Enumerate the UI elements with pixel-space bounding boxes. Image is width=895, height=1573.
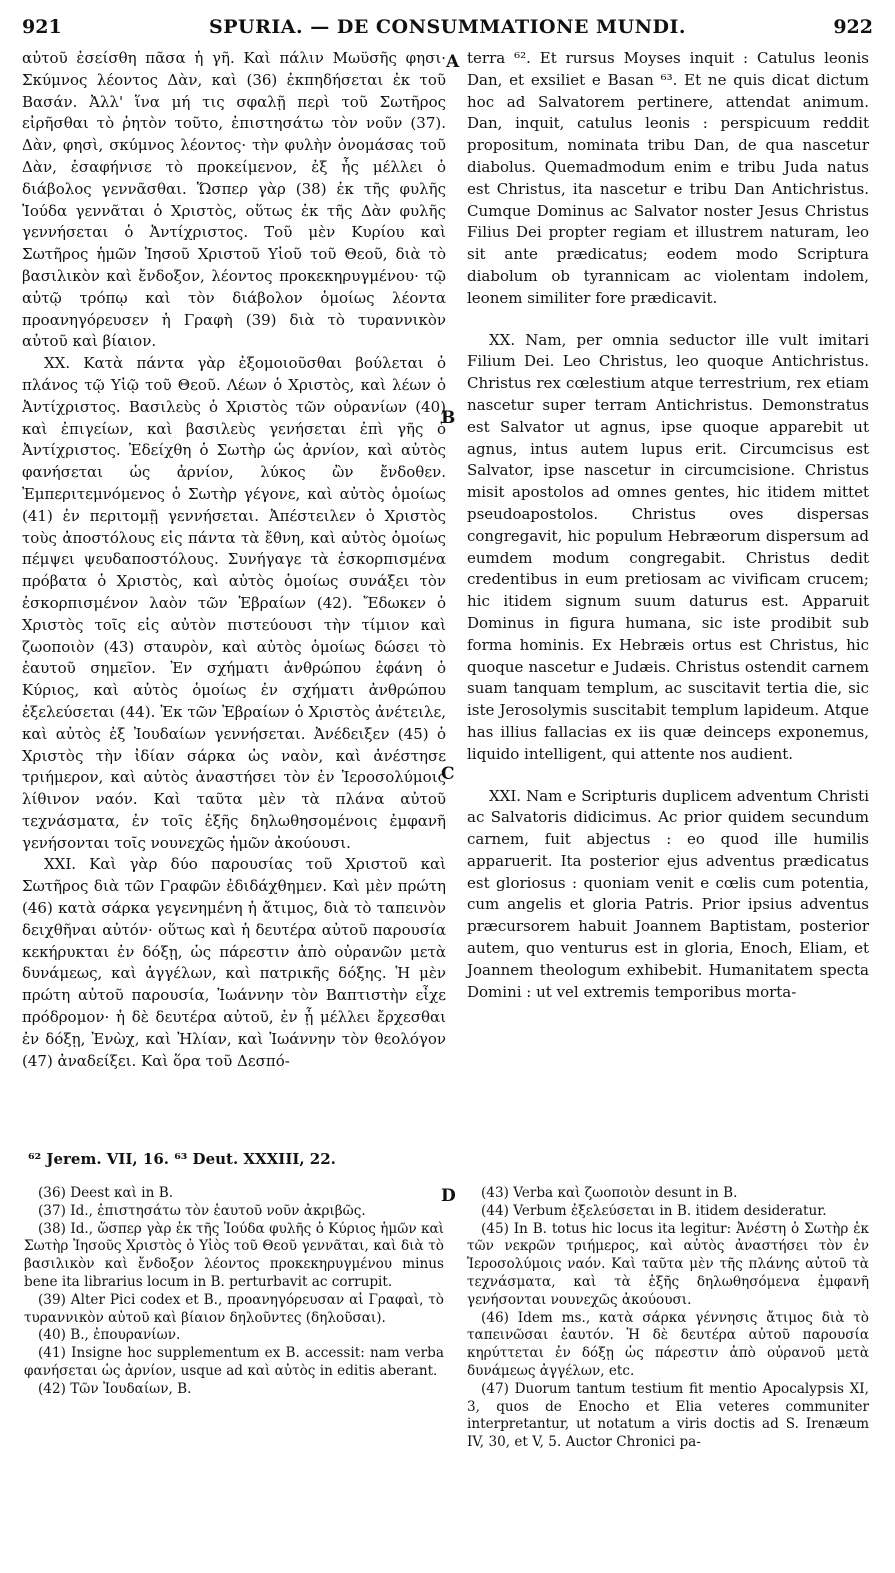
footnote: (41) Insigne hoc supplementum ex B. accessit: nam verba φανήσεται ὡς ἀρνίον, usque ad καὶ αὐτὸς in editis aberant. (24, 1345, 444, 1379)
scripture-references: ⁶² Jerem. VII, 16. ⁶³ Deut. XXXIII, 22. (28, 1150, 336, 1168)
greek-column (22, 48, 446, 1072)
footnotes-right (467, 1185, 869, 1452)
latin-paragraph: XXI. Nam e Scripturis duplicem adventum Christi ac Salvatoris didicimus. Ac prior quidem secundum carnem, fuit abjectus : eo quod ille humilis apparuerit. Ita posterior ejus adventus prædicatus est gloriosus : quoniam venit e cœlis cum potentia, cum angelis et gloria Patris. Prior ipsius adventus præcursorem habuit Joannem Baptistam, posterior autem, quo venturus est in gloria, Enoch, Eliam, et Joannem theologum exhibebit. Humanitatem specta Domini : ut vel extremis temporibus morta- (467, 786, 869, 1001)
footnote: (36) Deest καὶ in B. (38, 1185, 174, 1201)
margin-letter-a: A (446, 52, 460, 72)
footnote: (46) Idem ms., κατὰ σάρκα γέννησις ἄτιμος διὰ τὸ ταπεινῶσαι ἑαυτόν. Ἡ δὲ δευτέρα αὐτοῦ παρουσία κηρύττεται ἐν δόξῃ ὡς πάρεστιν ἀπὸ οὐρανοῦ μετὰ δυνάμεως ἀγγέλων, etc. (467, 1309, 869, 1379)
greek-paragraph: XX. Κατὰ πάντα γὰρ ἐξομοιοῦσθαι βούλεται ὁ πλάνος τῷ Υἱῷ τοῦ Θεοῦ. Λέων ὁ Χριστὸς, καὶ λέων ὁ Ἀντίχριστος. Βασιλεὺς ὁ Χριστὸς τῶν οὐρανίων (40) καὶ ἐπιγείων, καὶ βασιλεὺς γενήσεται ἐπὶ γῆς ὁ Ἀντίχριστος. Ἐδείχθη ὁ Σωτὴρ ὡς ἀρνίον, καὶ αὐτὸς φανήσεται ὡς ἀρνίον, λύκος ὢν ἔνδοθεν. Ἐμπεριτεμνόμενος ὁ Σωτὴρ γέγονε, καὶ αὐτὸς ὁμοίως (41) ἐν περιτομῇ γεννήσεται. Ἀπέστειλεν ὁ Χριστὸς τοὺς ἀποστόλους εἰς πάντα τὰ ἔθνη, καὶ αὐτὸς ὁμοίως πέμψει ψευδαποστόλους. Συνήγαγε τὰ ἐσκορπισμένα πρόβατα ὁ Χριστὸς, καὶ αὐτὸς ὁμοίως συνάξει τὸν ἐσκορπισμένον λαὸν τῶν Ἑβραίων (42). Ἔδωκεν ὁ Χριστὸς τοῖς εἰς αὐτὸν πιστεύουσι τὴν τίμιον καὶ ζωοποιὸν (43) σταυρὸν, καὶ αὐτὸς ὁμοίως δώσει τὸ ἑαυτοῦ σημεῖον. Ἐν σχήματι ἀνθρώπου ἐφάνη ὁ Κύριος, καὶ αὐτὸς ὁμοίως ἐν σχήματι ἀνθρώπου ἐξελεύσεται (44). Ἐκ τῶν Ἑβραίων ὁ Χριστὸς ἀνέτειλε, καὶ αὐτὸς ἐξ Ἰουδαίων γεννήσεται. Ἀνέδειξεν (45) ὁ Χριστὸς τὴν ἰδίαν σάρκα ὡς ναὸν, καὶ ἀνέστησε τριήμερον, καὶ αὐτὸς ἀναστήσει τὸν ἐν Ἱεροσολύμοις λίθινον ναόν. Καὶ ταῦτα μὲν τὰ πλάνα αὐτοῦ τεχνάσματα, ἐν τοῖς ἑξῆς δηλωθησομένοις ἐμφανῆ γενήσονται τοῖς νουνεχῶς ἡμῶν ἀκούουσι. (22, 354, 446, 852)
page-number-left: 921 (22, 16, 62, 38)
latin-column (467, 48, 869, 1003)
latin-paragraph: XX. Nam, per omnia seductor ille vult imitari Filium Dei. Leo Christus, leo quoque Antichristus. Christus rex cœlestium atque terrestrium, rex etiam nascetur super terram Antichristus. Demonstratus est Salvator ut agnus, ipse quoque apparebit ut agnus, intus autem lupus erit. Circumcisus est Salvator, ipse nascetur in circumcisione. Christus misit apostolos ad omnes gentes, hic itidem mittet pseudoapostolos. Christus oves dispersas congregavit, hic populum Hebræorum dispersum ad eumdem modum congregabit. Christus dedit credentibus in eum pretiosam ac vivificam crucem; hic itidem signum suum daturus est. Apparuit Dominus in figura humana, sic iste prodibit sub forma hominis. Ex Hebræis ortus est Christus, hic quoque nascetur e Judæis. Christus ostendit carnem suam tanquam templum, ac suscitavit tertia die, sic iste Jerosolymis suscitabit templum lapideum. Atque has illius fallacias ex iis quæ deinceps exponemus, liquido intelligent, qui attente nos audient. (467, 330, 869, 763)
running-title: SPURIA. — DE CONSUMMATIONE MUNDI. (209, 16, 686, 38)
footnote: (45) In B. totus hic locus ita legitur: Ἀνέστη ὁ Σωτὴρ ἐκ τῶν νεκρῶν τριήμερος, καὶ αὐτὸς ἀναστήσει τὸν ἐν Ἱεροσολύμοις ναόν. Καὶ ταῦτα μὲν τῆς πλάνης αὐτοῦ τὰ τεχνάσματα, καὶ τὰ ἑξῆς δηλωθησόμενα ἐμφανῆ γενήσονται νουνεχῶς ἀκούουσι. (467, 1220, 869, 1308)
footnote: (37) Id., ἐπιστησάτω τὸν ἑαυτοῦ νοῦν ἀκριβῶς. (38, 1202, 366, 1219)
footnote: (43) Verba καὶ ζωοποιὸν desunt in B. (481, 1185, 738, 1201)
footnote: (42) Τῶν Ἰουδαίων, B. (38, 1380, 192, 1397)
greek-paragraph: XXI. Καὶ γὰρ δύο παρουσίας τοῦ Χριστοῦ καὶ Σωτῆρος διὰ τῶν Γραφῶν ἐδιδάχθημεν. Καὶ μὲν πρώτη (46) κατὰ σάρκα γεγενημένη ἡ ἄτιμος, διὰ τὸ ταπεινὸν δειχθῆναι αὐτόν· οὕτως καὶ ἡ δευτέρα αὐτοῦ παρουσία κεκήρυκται ἐν δόξῃ, ὡς πάρεστιν ἀπὸ οὐρανῶν μετὰ δυνάμεως, καὶ ἀγγέλων, καὶ πατρικῆς δόξης. Ἡ μὲν πρώτη αὐτοῦ παρουσία, Ἰωάννην τὸν Βαπτιστὴν εἶχε πρόδρομον· ἡ δὲ δευτέρα αὐτοῦ, ἐν ᾗ μέλλει ἔρχεσθαι ἐν δόξῃ, Ἐνὼχ, καὶ Ἠλίαν, καὶ Ἰωάννην τὸν θεολόγον (47) ἀναδείξει. Καὶ ὅρα τοῦ Δεσπό- (22, 855, 446, 1070)
footnote: (44) Verbum ἐξελεύσεται in B. itidem desideratur. (481, 1202, 827, 1219)
page-number-right: 922 (833, 16, 873, 38)
margin-letter-d: D (441, 1186, 456, 1206)
footnotes-left (24, 1185, 444, 1399)
footnote: (39) Alter Pici codex et B., προανηγόρευσαν αἱ Γραφαὶ, τὸ τυραννικὸν αὐτοῦ καὶ βίαιον δηλοῦντες (δηλοῦσαι). (24, 1291, 444, 1326)
page-header (0, 16, 895, 44)
margin-letter-b: B (441, 408, 456, 428)
footnote: (38) Id., ὥσπερ γὰρ ἐκ τῆς Ἰούδα φυλῆς ὁ Κύριος ἡμῶν καὶ Σωτὴρ Ἰησοῦς Χριστὸς ὁ Υἱὸς τοῦ Θεοῦ γεννᾶται, καὶ διὰ τὸ βασιλικὸν καὶ ἔνδοξον λέοντος προκεκηρυγμένου minus bene ita librarius locum in B. perturbavit ac corrupit. (24, 1220, 444, 1290)
latin-paragraph: terra ⁶². Et rursus Moyses inquit : Catulus leonis Dan, et exsiliet e Basan ⁶³. Et ne quis dicat dictum hoc ad Salvatorem pertinere, attendat animum. Dan, inquit, catulus leonis : perspicuum reddit propositum, nominata tribu Dan, de qua nascetur diabolus. Quemadmodum enim e tribu Juda natus est Christus, ita nascetur e tribu Dan Antichristus. Cumque Dominus ac Salvator noster Jesus Christus Filius Dei propter regiam et illustrem naturam, leo sit ante prædicatus; eodem modo Scriptura diabolum ob tyrannicam ac violentam indolem, leonem similiter fore prædicavit. (467, 49, 869, 307)
margin-letter-c: C (441, 764, 455, 784)
greek-paragraph: αὐτοῦ ἐσείσθη πᾶσα ἡ γῆ. Καὶ πάλιν Μωϋσῆς φησι· Σκύμνος λέοντος Δὰν, καὶ (36) ἐκπηδήσεται ἐκ τοῦ Βασάν. Ἀλλ' ἵνα μή τις σφαλῇ περὶ τοῦ Σωτῆρος εἰρῆσθαι τὸ ῥητὸν τοῦτο, ἐπιστησάτω τὸν νοῦν (37). Δὰν, φησὶ, σκύμνος λέοντος· τὴν φυλὴν ὀνομάσας τοῦ Δὰν, ἐσαφήνισε τὸ προκείμενον, ἐξ ἧς μέλλει ὁ διάβολος γεννᾶσθαι. Ὥσπερ γὰρ (38) ἐκ τῆς φυλῆς Ἰούδα γεννᾶται ὁ Χριστὸς, οὕτως ἐκ τῆς Δὰν φυλῆς γεννήσεται ὁ Ἀντίχριστος. Τοῦ μὲν Κυρίου καὶ Σωτῆρος ἡμῶν Ἰησοῦ Χριστοῦ Υἱοῦ τοῦ Θεοῦ, διὰ τὸ βασιλικὸν καὶ ἔνδοξον, λέοντος προκεκηρυγμένου· τῷ αὐτῷ τρόπῳ καὶ τὸν διάβολον ὁμοίως λέοντα προανηγόρευσεν ἡ Γραφὴ (39) διὰ τὸ τυραννικὸν αὐτοῦ καὶ βίαιον. (22, 49, 446, 351)
footnote: (47) Duorum tantum testium fit mentio Apocalypsis XI, 3, quos de Enocho et Elia veteres communiter interpretantur, ut notatum a viris doctis ad S. Irenæum IV, 30, et V, 5. Auctor Chronici pa- (467, 1380, 869, 1451)
footnote: (40) B., ἐπουρανίων. (38, 1327, 181, 1344)
